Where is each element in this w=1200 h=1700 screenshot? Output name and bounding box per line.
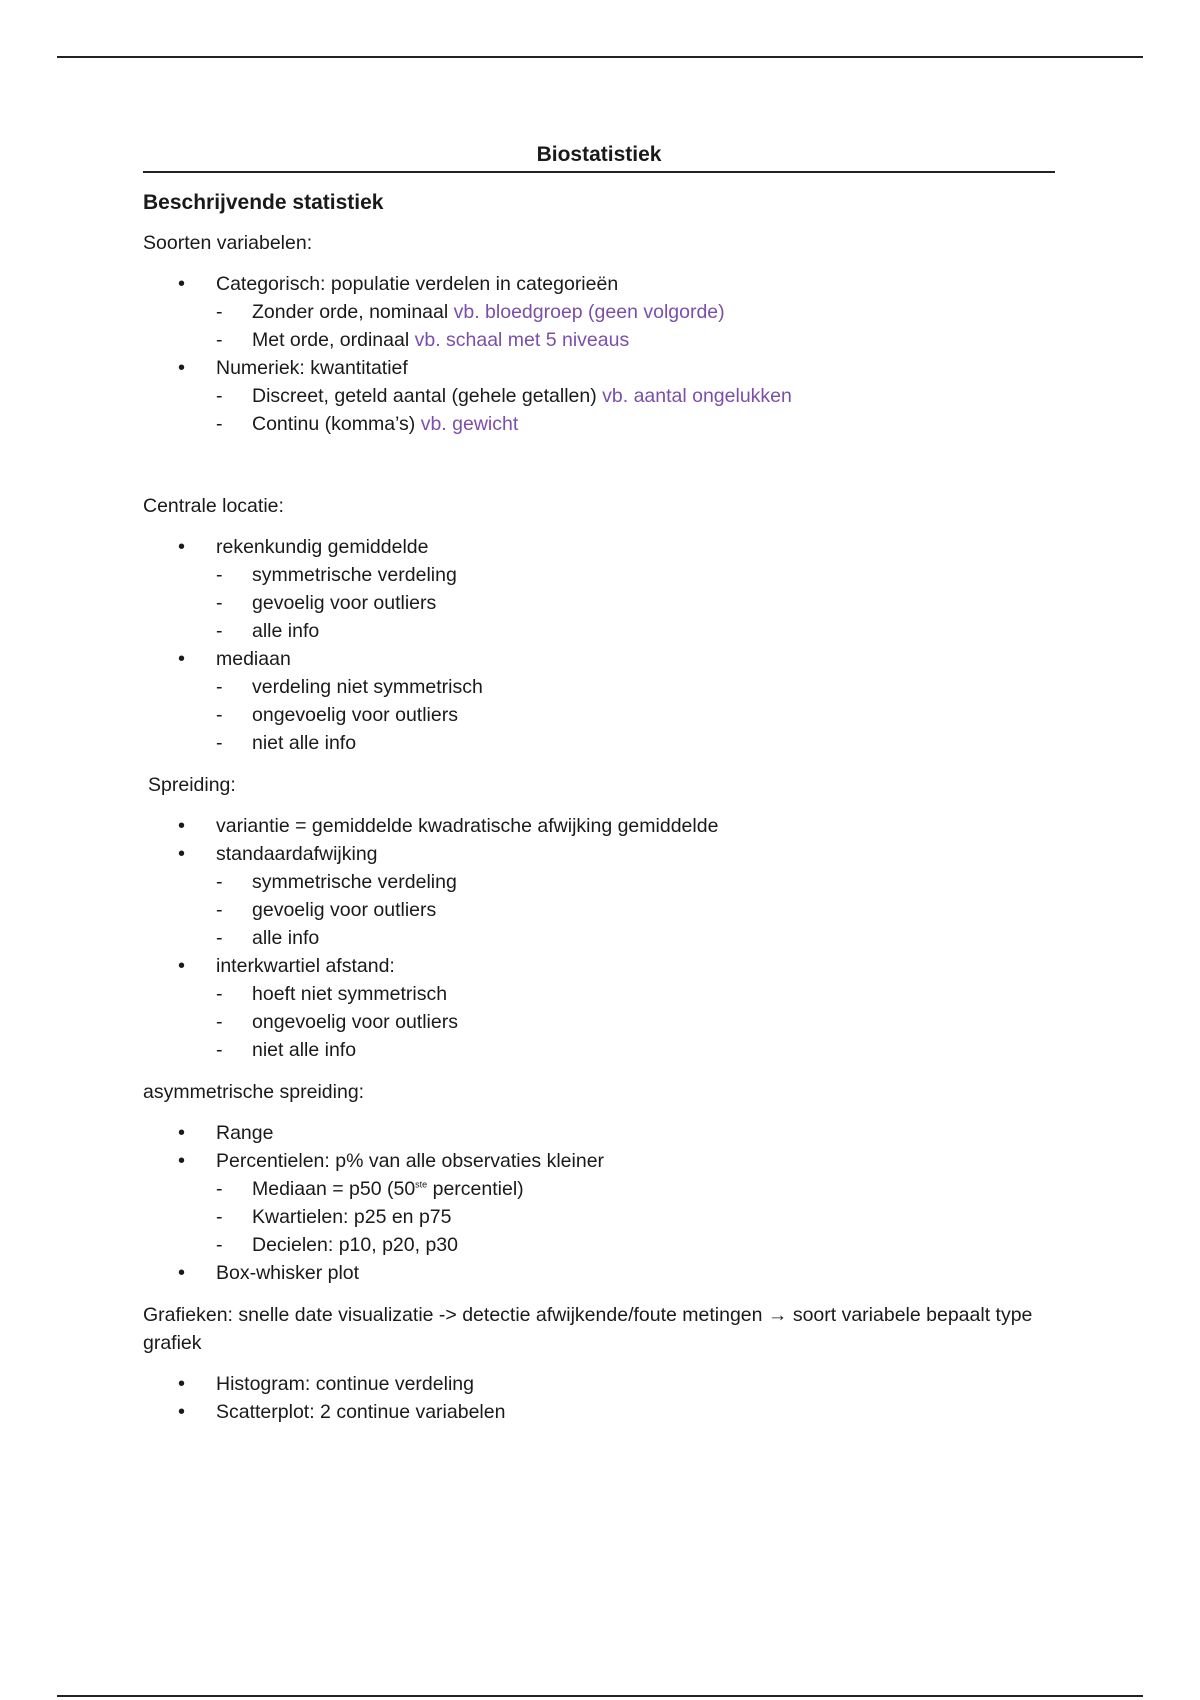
footer-rule [57, 1695, 1143, 1697]
list-subitem: - hoeft niet symmetrisch [216, 980, 1055, 1008]
list-item: • Range [143, 1119, 1055, 1147]
list-subitem: - Mediaan = p50 (50ste percentiel) [216, 1175, 1055, 1203]
document-body [143, 140, 1055, 1440]
list-item: • Histogram: continue verdeling [143, 1370, 1055, 1398]
list-subitem: - Discreet, geteld aantal (gehele getallen) vb. aantal ongelukken [216, 382, 1055, 410]
list-item [143, 354, 1055, 438]
asym-label: asymmetrische spreiding: [143, 1081, 365, 1103]
list-item: • variantie = gemiddelde kwadratische afwijking gemiddelde [143, 812, 1055, 840]
list-item [143, 270, 1055, 354]
soorten-list [143, 270, 1055, 438]
list-subitem: - gevoelig voor outliers [216, 589, 1055, 617]
example-text: vb. aantal ongelukken [602, 385, 792, 407]
example-text: vb. gewicht [420, 413, 519, 435]
grafieken-text: Grafieken: snelle date visualizatie -> detectie afwijkende/foute metingen → soort variabele bepaalt type grafiek [143, 1304, 1033, 1354]
list-subitem: - symmetrische verdeling [216, 868, 1055, 896]
section-heading: Beschrijvende statistiek [143, 191, 384, 214]
list-item: • Box-whisker plot [143, 1259, 1055, 1287]
list-subitem: - gevoelig voor outliers [216, 896, 1055, 924]
list-subitem: - ongevoelig voor outliers [216, 701, 1055, 729]
list-item: • mediaan - verdeling niet symmetrisch - ongevoelig voor outliers - niet alle info [143, 645, 1055, 757]
list-subitem: - ongevoelig voor outliers [216, 1008, 1055, 1036]
list-subitem: - alle info [216, 924, 1055, 952]
list-subitem: - verdeling niet symmetrisch [216, 673, 1055, 701]
list-subitem: - Continu (komma’s) vb. gewicht [216, 410, 1055, 438]
header-rule [57, 56, 1143, 58]
list-item: • Scatterplot: 2 continue variabelen [143, 1398, 1055, 1426]
list-subitem: - niet alle info [216, 1036, 1055, 1064]
list-item: • standaardafwijking - symmetrische verdeling - gevoelig voor outliers - alle info [143, 840, 1055, 952]
soorten-label: Soorten variabelen: [143, 232, 313, 254]
asym-list [143, 1119, 1055, 1287]
list-item: • rekenkundig gemiddelde - symmetrische verdeling - gevoelig voor outliers - alle info [143, 533, 1055, 645]
list-subitem: - Met orde, ordinaal vb. schaal met 5 niveaus [216, 326, 1055, 354]
list-subitem: - Kwartielen: p25 en p75 [216, 1203, 1055, 1231]
list-subitem: - symmetrische verdeling [216, 561, 1055, 589]
centrale-label: Centrale locatie: [143, 495, 284, 517]
list-subitem: - Zonder orde, nominaal vb. bloedgroep (geen volgorde) [216, 298, 1055, 326]
centrale-list [143, 533, 1055, 757]
example-text: vb. bloedgroep (geen volgorde) [453, 301, 725, 323]
num-text: Numeriek: kwantitatief [216, 357, 408, 379]
list-subitem: - Decielen: p10, p20, p30 [216, 1231, 1055, 1259]
example-text: vb. schaal met 5 niveaus [414, 329, 630, 351]
list-subitem: - alle info [216, 617, 1055, 645]
spreiding-list [143, 812, 1055, 1064]
page-title: Biostatistiek [143, 140, 1055, 173]
cat-text: Categorisch: populatie verdelen in categorieën [216, 273, 619, 295]
spreiding-label: Spreiding: [148, 774, 236, 796]
list-item: • interkwartiel afstand: - hoeft niet symmetrisch - ongevoelig voor outliers - niet alle info [143, 952, 1055, 1064]
list-item: • Percentielen: p% van alle observaties kleiner - Mediaan = p50 (50ste percentiel) - Kwartielen: p25 en p75 - Decielen: p10, p20, p30 [143, 1147, 1055, 1259]
grafieken-list [143, 1370, 1055, 1426]
list-subitem: - niet alle info [216, 729, 1055, 757]
